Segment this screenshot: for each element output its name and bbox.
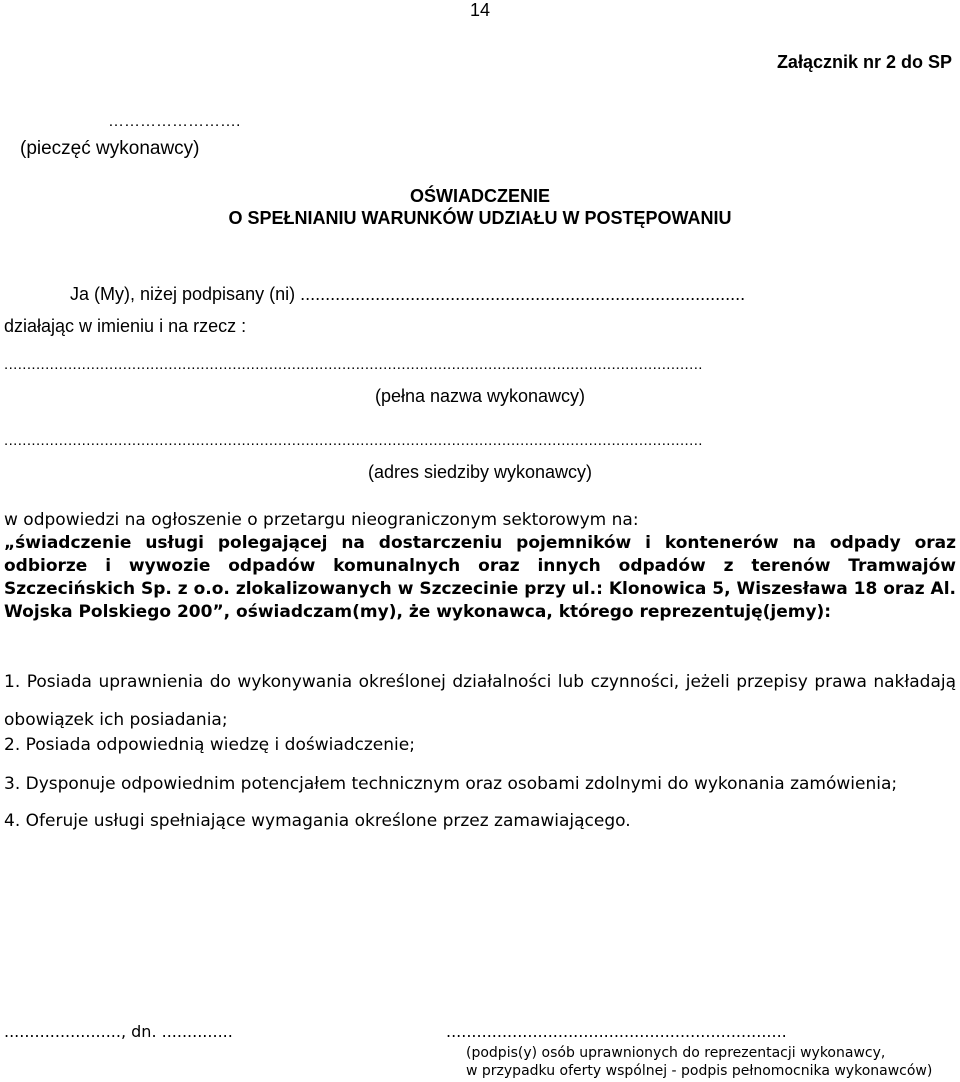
- stamp-label: (pieczęć wykonawcy): [20, 138, 200, 159]
- document-heading: OŚWIADCZENIE: [409, 186, 550, 206]
- signature-label-line1: (podpis(y) osób uprawnionych do reprezentacji wykonawcy,: [466, 1045, 886, 1061]
- response-intro: w odpowiedzi na ogłoszenie o przetargu nieograniczonym sektorowym na:: [4, 510, 639, 530]
- condition-item-2: 2. Posiada odpowiednią wiedzę i doświadczenie;: [4, 735, 415, 755]
- document-subheading: O SPEŁNIANIU WARUNKÓW UDZIAŁU W POSTĘPOWANIU: [228, 208, 732, 228]
- stamp-dots: …………………….: [108, 113, 241, 130]
- contractor-address-field: .........................................................................................................................................................: [4, 432, 703, 449]
- signature-field: ...................................................................: [446, 1022, 787, 1041]
- contractor-name-label: (pełna nazwa wykonawcy): [374, 386, 586, 406]
- annex-title: Załącznik nr 2 do SP: [776, 52, 952, 72]
- contractor-name-field: .........................................................................................................................................................: [4, 356, 703, 373]
- place-date-field: ......................., dn. ..............: [4, 1022, 233, 1041]
- condition-item-4: 4. Oferuje usługi spełniające wymagania określone przez zamawiającego.: [4, 811, 631, 831]
- declarant-line: Ja (My), niżej podpisany (ni) .........................................................................................: [70, 284, 746, 304]
- signature-label-line2: w przypadku oferty wspólnej - podpis pełnomocnika wykonawców): [466, 1063, 933, 1079]
- tender-subject: „świadczenie usługi polegającej na dostarczeniu pojemników i kontenerów na odpady oraz odbiorze i wywozie odpadów komunalnych oraz innych odpadów z terenów Tramwajów Szczecińskich Sp. z o.o. zlokalizowanych w Szczecinie przy ul.: Klonowica 5, Wiszesława 18 oraz Al. Wojska Polskiego 200”, oświadczam(my), że wykonawca, którego reprezentuję(jemy):: [4, 533, 956, 622]
- contractor-address-label: (adres siedziby wykonawcy): [367, 462, 593, 482]
- condition-item-1: 1. Posiada uprawnienia do wykonywania określonej działalności lub czynności, jeżeli przepisy prawa nakładają obowiązek ich posiadania;: [4, 672, 956, 730]
- condition-item-3: 3. Dysponuje odpowiednim potencjałem technicznym oraz osobami zdolnymi do wykonania zamówienia;: [4, 774, 898, 794]
- page-number: 14: [469, 0, 491, 20]
- acting-on-behalf-line: działając w imieniu i na rzecz :: [4, 316, 247, 336]
